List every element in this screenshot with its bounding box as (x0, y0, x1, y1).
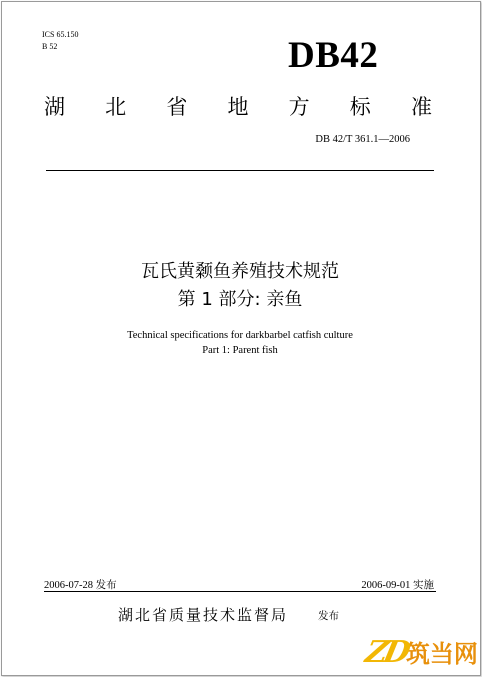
publish-date: 2006-07-28 发布 (44, 580, 117, 591)
footer-divider (44, 591, 436, 592)
header-divider (46, 170, 434, 171)
standard-type-char: 地 (227, 95, 249, 119)
standard-number: DB 42/T 361.1—2006 (315, 134, 410, 145)
issuer-name: 湖北省质量技术监督局 (118, 606, 289, 624)
standard-type-char: 标 (349, 95, 371, 119)
issuer-suffix: 发布 (318, 610, 339, 622)
ccs-code: B 52 (42, 42, 58, 51)
ics-code: ICS 65.150 (42, 30, 79, 39)
title-cn-line2: 第 1 部分: 亲鱼 (177, 289, 303, 310)
title-en-line2: Part 1: Parent fish (202, 345, 278, 356)
standard-type-char: 北 (105, 95, 127, 119)
standard-type-char: 方 (288, 95, 310, 119)
standard-type (44, 91, 432, 121)
db-code: DB42 (288, 35, 379, 76)
implement-date: 2006-09-01 实施 (361, 580, 434, 591)
standard-type-char: 省 (166, 95, 188, 119)
title-en-line1: Technical specifications for darkbarbel catfish culture (127, 330, 353, 341)
title-cn-line1: 瓦氏黄颡鱼养殖技术规范 (141, 261, 339, 282)
standard-type-char: 湖 (44, 95, 65, 119)
watermark-text: 筑当网 (405, 640, 478, 668)
watermark-logo (362, 634, 478, 670)
watermark-mark: ZD (362, 635, 410, 670)
standard-type-char: 准 (410, 95, 432, 119)
